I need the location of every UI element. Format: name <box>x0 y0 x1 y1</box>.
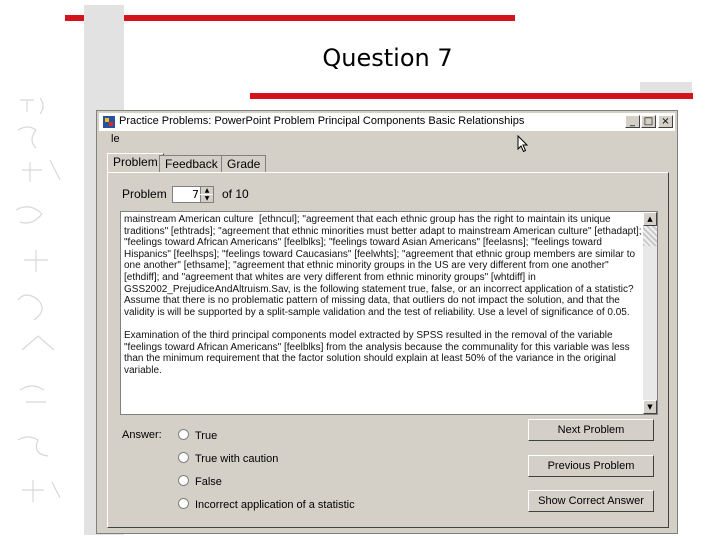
radio-icon[interactable] <box>178 429 189 440</box>
answer-option-label: False <box>195 476 222 488</box>
answer-option-label: True with caution <box>195 453 279 465</box>
problem-text-scrollbar[interactable] <box>643 212 657 414</box>
problem-label: Problem <box>122 187 167 201</box>
minimize-button[interactable]: _ <box>625 115 640 128</box>
tab-grade[interactable]: Grade <box>221 155 266 173</box>
stepper-down-icon[interactable]: ▼ <box>200 195 213 202</box>
answer-option-label: Incorrect application of a statistic <box>195 499 355 511</box>
problem-count-label: of 10 <box>222 187 249 201</box>
next-problem-button[interactable]: Next Problem <box>528 419 654 441</box>
decorative-red-bar-middle <box>250 93 693 99</box>
tab-problem[interactable]: Problem <box>107 153 164 173</box>
problem-number-value: 7 <box>192 188 199 201</box>
answer-option-true[interactable] <box>178 429 217 442</box>
answer-option-label: True <box>195 430 218 442</box>
answer-option-false[interactable] <box>178 475 222 488</box>
problem-tab-panel <box>107 172 669 528</box>
practice-problems-window <box>96 110 678 534</box>
decorative-formula-watermark <box>0 90 82 530</box>
close-button[interactable]: × <box>658 115 673 128</box>
problem-text-area[interactable] <box>120 211 658 415</box>
stepper-up-icon[interactable]: ▲ <box>200 187 213 194</box>
previous-problem-button[interactable]: Previous Problem <box>528 455 654 477</box>
radio-icon[interactable] <box>178 498 189 509</box>
show-correct-answer-button[interactable]: Show Correct Answer <box>528 490 654 512</box>
app-icon <box>103 116 115 128</box>
mouse-cursor-icon <box>517 135 529 153</box>
answer-option-true-with-caution[interactable] <box>178 452 278 465</box>
scroll-up-icon[interactable]: ▲ <box>643 212 657 226</box>
slide-title: Question 7 <box>322 44 453 72</box>
answer-option-incorrect-application[interactable] <box>178 498 355 511</box>
window-title: Practice Problems: PowerPoint Problem Principal Components Basic Relationships <box>119 115 525 127</box>
menu-item-file[interactable]: le <box>111 133 120 145</box>
decorative-red-bar-top <box>65 15 515 21</box>
tab-feedback[interactable]: Feedback <box>159 155 224 173</box>
radio-icon[interactable] <box>178 475 189 486</box>
window-titlebar[interactable] <box>99 113 675 131</box>
radio-icon[interactable] <box>178 452 189 463</box>
scroll-down-icon[interactable]: ▼ <box>643 400 657 414</box>
answer-label: Answer: <box>122 429 162 441</box>
problem-text: mainstream American culture [ethncul]; "agreement that each ethnic group has the right to maintain its unique traditions" [ethtrads]; "agreement that ethnic minorities must better adapt to mainstream American culture" [ethadapt]; "feelings toward African Americans" [feelblks]; "feelings toward Asian Americans" [feelasns]; "feelings toward Hispanics" [feelhsps]; "feelings toward Caucasians" [feelwhts]; "agreement that ethnic group members are similar to one another" [ethsame]; "agreement that ethnic minority groups in the US are very different from one another" [ethdiff]; and "agreement that whites are very different from ethnic minority groups" [whtdiff] in GSS2002_PrejudiceAndAltruism.Sav, is the following statement true, false, or an incorrect application of a statistic? Assume that there is no problematic pattern of missing data, that outliers do not impact the solution, and that the validity is will be supported by a split-sample validation and the test of reliability. Use a level of significance of 0.05. Examination of the third principal components model extracted by SPSS resulted in the removal of the variable "feelings toward African Americans" [feelblks] from the analysis because the communality for this variable was less than the minimum requirement that the factor solution should explain at least 50% of the variance in the original variable. <box>124 214 642 376</box>
scroll-thumb[interactable] <box>643 226 657 246</box>
maximize-button[interactable]: □ <box>641 115 656 128</box>
problem-number-stepper[interactable] <box>172 186 214 203</box>
